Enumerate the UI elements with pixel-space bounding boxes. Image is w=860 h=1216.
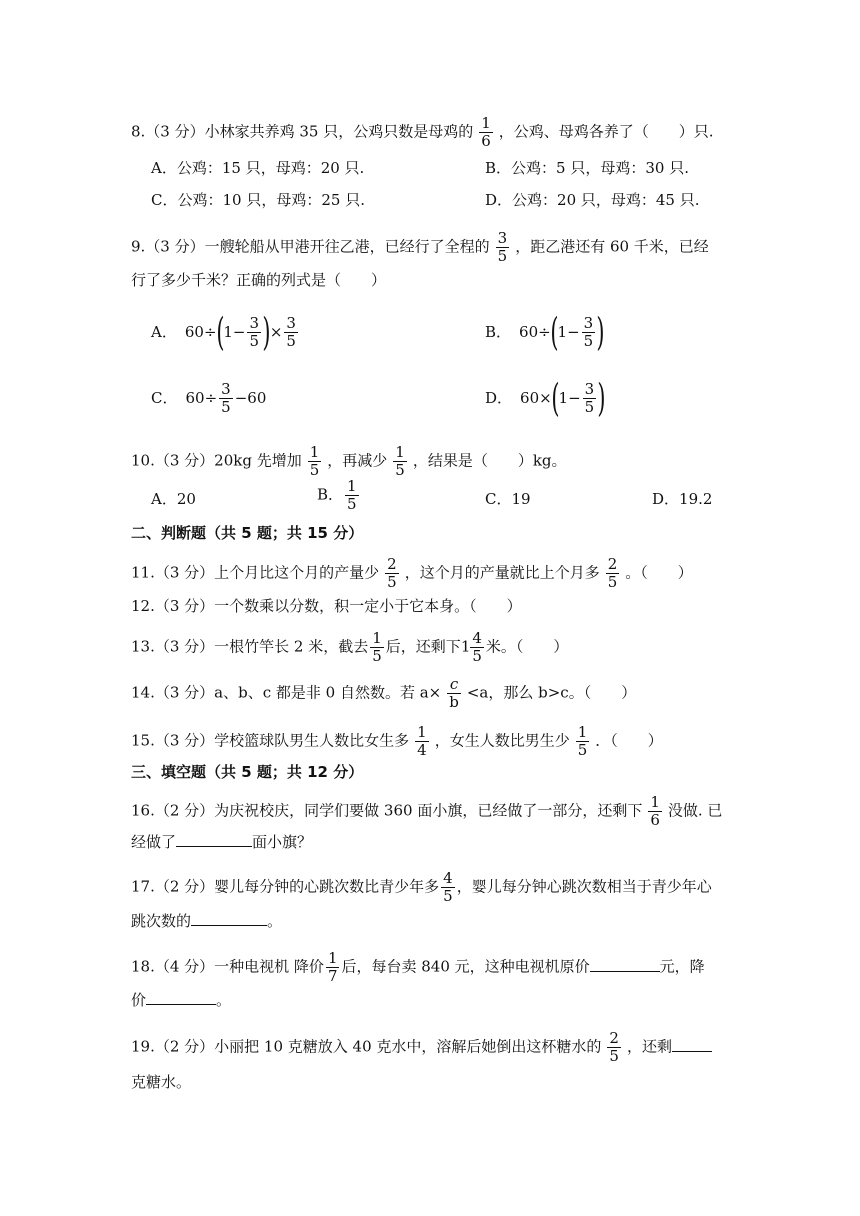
left-paren: ( <box>215 310 225 354</box>
fraction-denominator: 6 <box>481 132 491 150</box>
q17-text-b: ，婴儿每分钟心跳次数相当于青少年心 <box>456 877 712 896</box>
question-12: 12.（3 分）一个数乘以分数，积一定小于它本身。（ ） <box>131 597 522 615</box>
left-paren: ( <box>551 376 560 420</box>
q11-fraction-2 <box>606 556 620 591</box>
fraction-numerator: 3 <box>583 313 594 332</box>
math-operator: − <box>232 323 246 341</box>
q19-fraction <box>607 1030 621 1065</box>
fraction-numerator: 3 <box>221 379 231 398</box>
fraction-numerator: 1 <box>327 949 338 967</box>
q11-fraction-1 <box>385 556 399 591</box>
fraction-denominator: 5 <box>577 741 588 759</box>
fraction-denominator: 5 <box>443 887 453 905</box>
q17-answer-blank[interactable] <box>191 911 267 926</box>
q15-text-b: ，女生人数比男生少 <box>434 731 570 750</box>
q10-fraction-2 <box>393 444 407 479</box>
q8-text-a: 8.（3 分）小林家共养鸡 35 只，公鸡只数是母鸡的 <box>131 122 474 141</box>
math-operator: ÷ <box>204 389 218 407</box>
q16-answer-blank[interactable] <box>176 832 252 847</box>
right-paren: ) <box>262 310 271 354</box>
option-label: C． <box>151 389 178 407</box>
question-18-line-2 <box>131 990 231 1010</box>
q9-option-d <box>485 378 605 418</box>
fraction-denominator: 5 <box>249 331 260 350</box>
fraction-denominator: 5 <box>395 461 405 479</box>
q10-option-d: D．19.2 <box>652 490 713 508</box>
fraction-numerator: 4 <box>472 629 482 647</box>
q15-text-a: 15.（3 分）学校篮球队男生人数比女生多 <box>131 731 410 750</box>
question-10-stem <box>131 444 567 479</box>
q13-text-c: 米。（ ） <box>485 637 569 656</box>
fraction-numerator: 2 <box>387 555 397 573</box>
q17-fraction <box>441 870 455 905</box>
question-8-stem <box>131 115 714 150</box>
q19-answer-blank[interactable] <box>672 1037 712 1052</box>
fraction-denominator: 5 <box>583 331 594 350</box>
fraction-denominator: 5 <box>221 397 231 416</box>
q14-fraction <box>447 676 461 711</box>
math-number: 1 <box>557 323 568 341</box>
q17-text-c: 跳次数的 <box>131 912 192 930</box>
q15-fraction-2 <box>576 724 590 759</box>
q16-text-c: 经做了 <box>131 833 177 851</box>
q10-text-c: ，结果是（ ）kg。 <box>412 451 567 470</box>
fraction-numerator: 1 <box>395 443 405 461</box>
fraction-numerator: 1 <box>417 723 427 741</box>
q9-text-a: 9.（3 分）一艘轮船从甲港开往乙港，已经行了全程的 <box>131 237 490 256</box>
q10-option-b-fraction <box>345 478 359 513</box>
question-16 <box>131 794 722 829</box>
section-2-heading: 二、判断题（共 5 题；共 15 分） <box>131 524 364 542</box>
q15-text-c: ．（ ） <box>595 731 663 750</box>
q10-option-a: A．20 <box>151 490 196 508</box>
fraction-numerator: 3 <box>286 313 296 332</box>
q16-text-d: 面小旗？ <box>252 833 313 851</box>
q18-text-a: 18.（4 分）一种电视机 降价 <box>131 957 324 976</box>
q9-text-c: 行了多少千米？正确的列式是（ ） <box>131 271 387 289</box>
q8-fraction <box>479 115 493 150</box>
math-fraction <box>583 381 597 416</box>
question-17 <box>131 870 712 905</box>
q13-text-b: 后，还剩下 <box>385 637 461 656</box>
fraction-numerator: 3 <box>249 313 260 332</box>
math-number: 60 <box>185 389 205 407</box>
q16-text-b: 没做. 已 <box>667 801 723 820</box>
fraction-denominator: 5 <box>372 647 382 665</box>
math-operator: ÷ <box>538 323 551 341</box>
q10-option-b <box>317 478 361 513</box>
section-3-heading: 三、填空题（共 5 题；共 12 分） <box>131 763 364 781</box>
q16-text-a: 16.（2 分）为庆祝校庆，同学们要做 360 面小旗，已经做了一部分，还剩下 <box>131 801 643 820</box>
q19-text-a: 19.（2 分）小丽把 10 克糖放入 40 克水中，溶解后她倒出这杯糖水的 <box>131 1037 602 1056</box>
fraction-numerator: 3 <box>584 379 595 398</box>
q18-text-d: 价 <box>131 991 147 1009</box>
q8-text-b: ，公鸡、母鸡各养了（ ）只. <box>498 122 714 141</box>
math-fraction <box>247 315 261 350</box>
q11-text-c: 。（ ） <box>625 563 693 582</box>
fraction-numerator: 4 <box>443 869 453 887</box>
q8-option-b: B．公鸡：5 只，母鸡：30 只. <box>485 159 689 177</box>
math-number: 60 <box>520 389 540 407</box>
q8-option-c: C．公鸡：10 只，母鸡：25 只. <box>151 191 365 209</box>
fraction-denominator: 5 <box>609 1047 619 1065</box>
fraction-denominator: 7 <box>327 967 338 985</box>
math-operator: × <box>539 389 552 407</box>
math-number: 1 <box>558 389 569 407</box>
math-number: 60 <box>519 323 539 341</box>
q18-answer-blank-2[interactable] <box>146 990 216 1005</box>
fraction-denominator: 5 <box>387 573 397 591</box>
question-19 <box>131 1030 712 1065</box>
math-number: 1 <box>223 323 233 341</box>
math-operator: − <box>567 323 580 341</box>
q18-answer-blank-1[interactable] <box>590 957 660 972</box>
fraction-denominator: 5 <box>607 573 618 591</box>
fraction-numerator: 2 <box>607 555 618 573</box>
q9-fraction <box>496 230 510 265</box>
q10-text-b: ，再减少 <box>327 451 388 470</box>
fraction-numerator: 1 <box>372 629 382 647</box>
q10-text-a: 10.（3 分）20kg 先增加 <box>131 451 302 470</box>
fraction-numerator: c <box>449 675 459 693</box>
fraction-denominator: 5 <box>286 331 296 350</box>
fraction-denominator: 4 <box>417 741 427 759</box>
q9-option-c <box>151 378 266 418</box>
fraction-numerator: 3 <box>497 229 508 247</box>
q17-text-d: 。 <box>267 912 283 930</box>
math-operator: × <box>269 323 283 341</box>
fraction-denominator: b <box>449 693 459 711</box>
q11-text-a: 11.（3 分）上个月比这个月的产量少 <box>131 563 380 582</box>
fraction-denominator: 5 <box>347 495 357 513</box>
fraction-numerator: 1 <box>577 723 588 741</box>
q10-fraction-1 <box>308 444 322 479</box>
fraction-denominator: 5 <box>472 647 482 665</box>
q9-option-b <box>485 312 604 352</box>
fraction-denominator: 5 <box>309 461 320 479</box>
fraction-numerator: 1 <box>309 443 320 461</box>
fraction-denominator: 5 <box>497 247 508 265</box>
q18-text-b: 后，每台卖 840 元，这种电视机原价 <box>341 957 590 976</box>
option-label: B． <box>485 323 512 341</box>
q14-text-b: <a，那么 b>c。（ ） <box>466 683 637 702</box>
math-fraction <box>284 315 298 350</box>
fraction-denominator: 5 <box>584 397 595 416</box>
question-19-line-2: 克糖水。 <box>131 1073 192 1091</box>
question-13 <box>131 630 568 665</box>
q13-text-a: 13.（3 分）一根竹竿长 2 米，截去 <box>131 637 369 656</box>
right-paren: ) <box>597 376 606 420</box>
math-fraction <box>219 381 233 416</box>
question-17-line-2 <box>131 911 282 931</box>
math-operator: ÷ <box>203 323 217 341</box>
left-paren: ( <box>550 310 559 354</box>
q13-fraction-2 <box>470 630 484 665</box>
option-label: A． <box>151 323 177 341</box>
q10-option-c: C．19 <box>485 490 531 508</box>
q9-option-a <box>151 312 300 352</box>
q8-option-d: D．公鸡：20 只，母鸡：45 只. <box>485 191 700 209</box>
question-16-line-2 <box>131 832 312 852</box>
fraction-denominator: 6 <box>650 811 660 829</box>
q18-fraction <box>326 950 340 985</box>
question-14 <box>131 676 636 711</box>
q19-text-b: ，还剩 <box>626 1037 672 1056</box>
question-11 <box>131 556 693 591</box>
fraction-numerator: 1 <box>347 477 357 495</box>
q16-fraction <box>648 794 662 829</box>
q18-text-c: 元，降 <box>659 957 705 976</box>
q8-option-a: A．公鸡：15 只，母鸡：20 只. <box>151 159 365 177</box>
q13-fraction-1 <box>370 630 384 665</box>
q9-text-b: ，距乙港还有 60 千米，已经 <box>515 237 709 256</box>
question-18 <box>131 950 705 985</box>
q18-text-e: 。 <box>216 991 232 1009</box>
q13-whole-number: 1 <box>460 637 471 656</box>
option-label: D． <box>485 389 513 407</box>
q17-text-a: 17.（2 分）婴儿每分钟的心跳次数比青少年多 <box>131 877 440 896</box>
math-operator: − <box>568 389 581 407</box>
q14-text-a: 14.（3 分）a、b、c 都是非 0 自然数。若 a× <box>131 683 442 702</box>
right-paren: ) <box>596 310 605 354</box>
question-15 <box>131 724 663 759</box>
fraction-numerator: 1 <box>481 114 491 132</box>
fraction-numerator: 2 <box>609 1029 619 1047</box>
question-9-stem <box>131 230 709 265</box>
q11-text-b: ，这个月的产量就比上个月多 <box>404 563 600 582</box>
q15-fraction-1 <box>415 724 429 759</box>
fraction-numerator: 1 <box>650 793 660 811</box>
math-number: −60 <box>234 389 267 407</box>
math-number: 60 <box>184 323 204 341</box>
option-label: B． <box>317 485 344 504</box>
math-fraction <box>582 315 596 350</box>
